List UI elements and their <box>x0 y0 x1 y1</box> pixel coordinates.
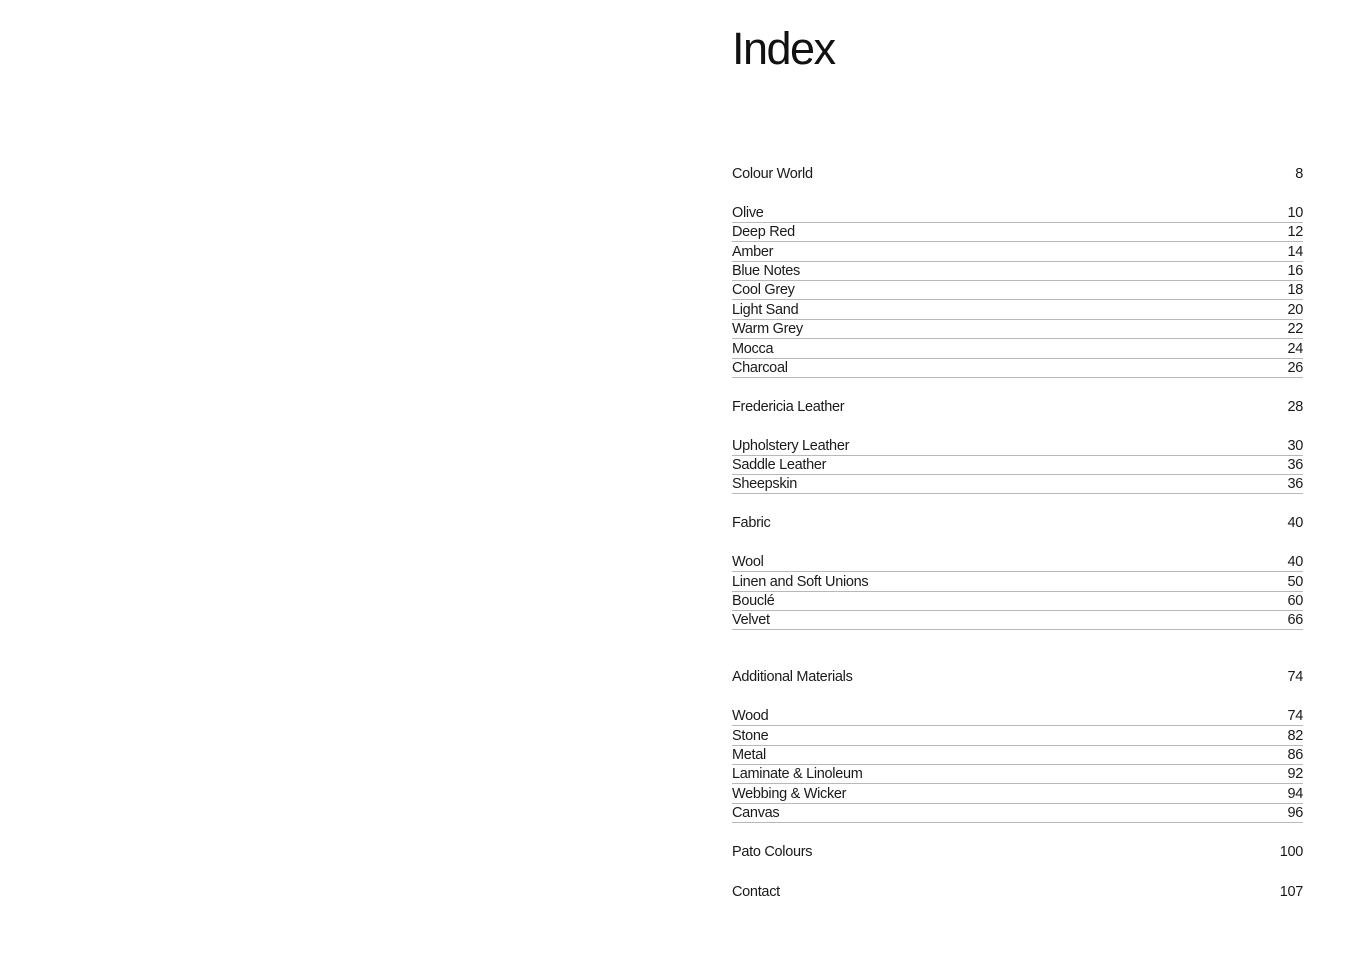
index-entry-page-number: 10 <box>1287 204 1303 221</box>
index-entry-label: Charcoal <box>732 359 788 376</box>
index-entry-row[interactable] <box>732 804 1303 823</box>
index-entry-row[interactable] <box>732 203 1303 222</box>
index-entry-row[interactable] <box>732 300 1303 319</box>
index-entry-label: Wood <box>732 708 769 725</box>
index-entry-label: Canvas <box>732 805 780 822</box>
index-entry-label: Warm Grey <box>732 321 803 338</box>
index-heading-row[interactable] <box>732 883 1303 902</box>
index-entry-row[interactable] <box>732 592 1303 611</box>
index-heading-label: Colour World <box>732 165 813 182</box>
index-heading-row[interactable] <box>732 514 1303 533</box>
index-section <box>732 843 1303 862</box>
index-entry-page-number: 36 <box>1287 457 1303 474</box>
index-entry-label: Sheepskin <box>732 476 798 493</box>
index-section <box>732 398 1303 495</box>
index-entry-label: Amber <box>732 243 774 260</box>
index-entry-page-number: 92 <box>1287 766 1303 783</box>
index-heading-row[interactable] <box>732 668 1303 687</box>
index-entry-page-number: 20 <box>1287 301 1303 318</box>
index-entry-page-number: 50 <box>1287 573 1303 590</box>
index-entry-label: Webbing & Wicker <box>732 785 847 802</box>
index-entry-row[interactable] <box>732 436 1303 455</box>
index-entry-page-number: 14 <box>1287 243 1303 260</box>
index-entry-row[interactable] <box>732 726 1303 745</box>
page-title: Index <box>732 23 835 74</box>
index-entry-label: Stone <box>732 727 769 744</box>
index-section <box>732 668 1303 823</box>
index-heading-label: Pato Colours <box>732 844 813 861</box>
index-entry-row[interactable] <box>732 223 1303 242</box>
index-entry-row[interactable] <box>732 359 1303 378</box>
index-entry-page-number: 18 <box>1287 282 1303 299</box>
index-entry-label: Linen and Soft Unions <box>732 573 869 590</box>
index-heading-row[interactable] <box>732 843 1303 862</box>
index-entry-row[interactable] <box>732 475 1303 494</box>
index-heading-page-number: 8 <box>1295 165 1303 182</box>
index-entry-row[interactable] <box>732 339 1303 358</box>
index-heading-label: Fabric <box>732 515 771 532</box>
index-heading-page-number: 28 <box>1287 398 1303 415</box>
index-entry-row[interactable] <box>732 611 1303 630</box>
index-heading-row[interactable] <box>732 165 1303 184</box>
index-entry-page-number: 16 <box>1287 262 1303 279</box>
index-entry-page-number: 86 <box>1287 746 1303 763</box>
index-heading-row[interactable] <box>732 398 1303 417</box>
index-entry-page-number: 22 <box>1287 321 1303 338</box>
index-entry-row[interactable] <box>732 242 1303 261</box>
index-entry-row[interactable] <box>732 456 1303 475</box>
index-entry-label: Deep Red <box>732 224 795 241</box>
index-section <box>732 165 1303 378</box>
index-entry-label: Metal <box>732 746 766 763</box>
index-entry-row[interactable] <box>732 262 1303 281</box>
index-entry-page-number: 66 <box>1287 612 1303 629</box>
index-list <box>732 165 1303 922</box>
index-entry-page-number: 40 <box>1287 554 1303 571</box>
index-entry-page-number: 26 <box>1287 359 1303 376</box>
index-heading-page-number: 74 <box>1287 669 1303 686</box>
index-entry-label: Olive <box>732 204 764 221</box>
index-entry-label: Laminate & Linoleum <box>732 766 863 783</box>
index-section <box>732 883 1303 902</box>
index-entry-label: Upholstery Leather <box>732 437 850 454</box>
index-heading-page-number: 40 <box>1287 515 1303 532</box>
index-entry-page-number: 24 <box>1287 340 1303 357</box>
index-entry-page-number: 82 <box>1287 727 1303 744</box>
index-entry-label: Saddle Leather <box>732 457 827 474</box>
index-entry-label: Velvet <box>732 612 770 629</box>
index-entry-label: Cool Grey <box>732 282 795 299</box>
index-entry-row[interactable] <box>732 320 1303 339</box>
index-entry-row[interactable] <box>732 572 1303 591</box>
index-heading-label: Additional Materials <box>732 669 853 686</box>
index-entry-row[interactable] <box>732 784 1303 803</box>
index-entry-page-number: 60 <box>1287 593 1303 610</box>
index-entry-row[interactable] <box>732 281 1303 300</box>
index-entry-page-number: 30 <box>1287 437 1303 454</box>
index-entry-row[interactable] <box>732 707 1303 726</box>
index-entry-label: Wool <box>732 554 764 571</box>
index-heading-page-number: 100 <box>1279 844 1303 861</box>
index-entry-label: Mocca <box>732 340 774 357</box>
index-section <box>732 514 1303 630</box>
index-entry-row[interactable] <box>732 746 1303 765</box>
index-entry-label: Light Sand <box>732 301 799 318</box>
index-heading-label: Fredericia Leather <box>732 398 845 415</box>
index-entry-page-number: 36 <box>1287 476 1303 493</box>
index-entry-label: Bouclé <box>732 593 775 610</box>
index-entry-page-number: 96 <box>1287 805 1303 822</box>
index-heading-page-number: 107 <box>1279 883 1303 900</box>
index-entry-page-number: 74 <box>1287 708 1303 725</box>
index-entry-label: Blue Notes <box>732 262 800 279</box>
index-entry-row[interactable] <box>732 553 1303 572</box>
index-heading-label: Contact <box>732 883 780 900</box>
index-entry-page-number: 12 <box>1287 224 1303 241</box>
index-entry-row[interactable] <box>732 765 1303 784</box>
index-entry-page-number: 94 <box>1287 785 1303 802</box>
